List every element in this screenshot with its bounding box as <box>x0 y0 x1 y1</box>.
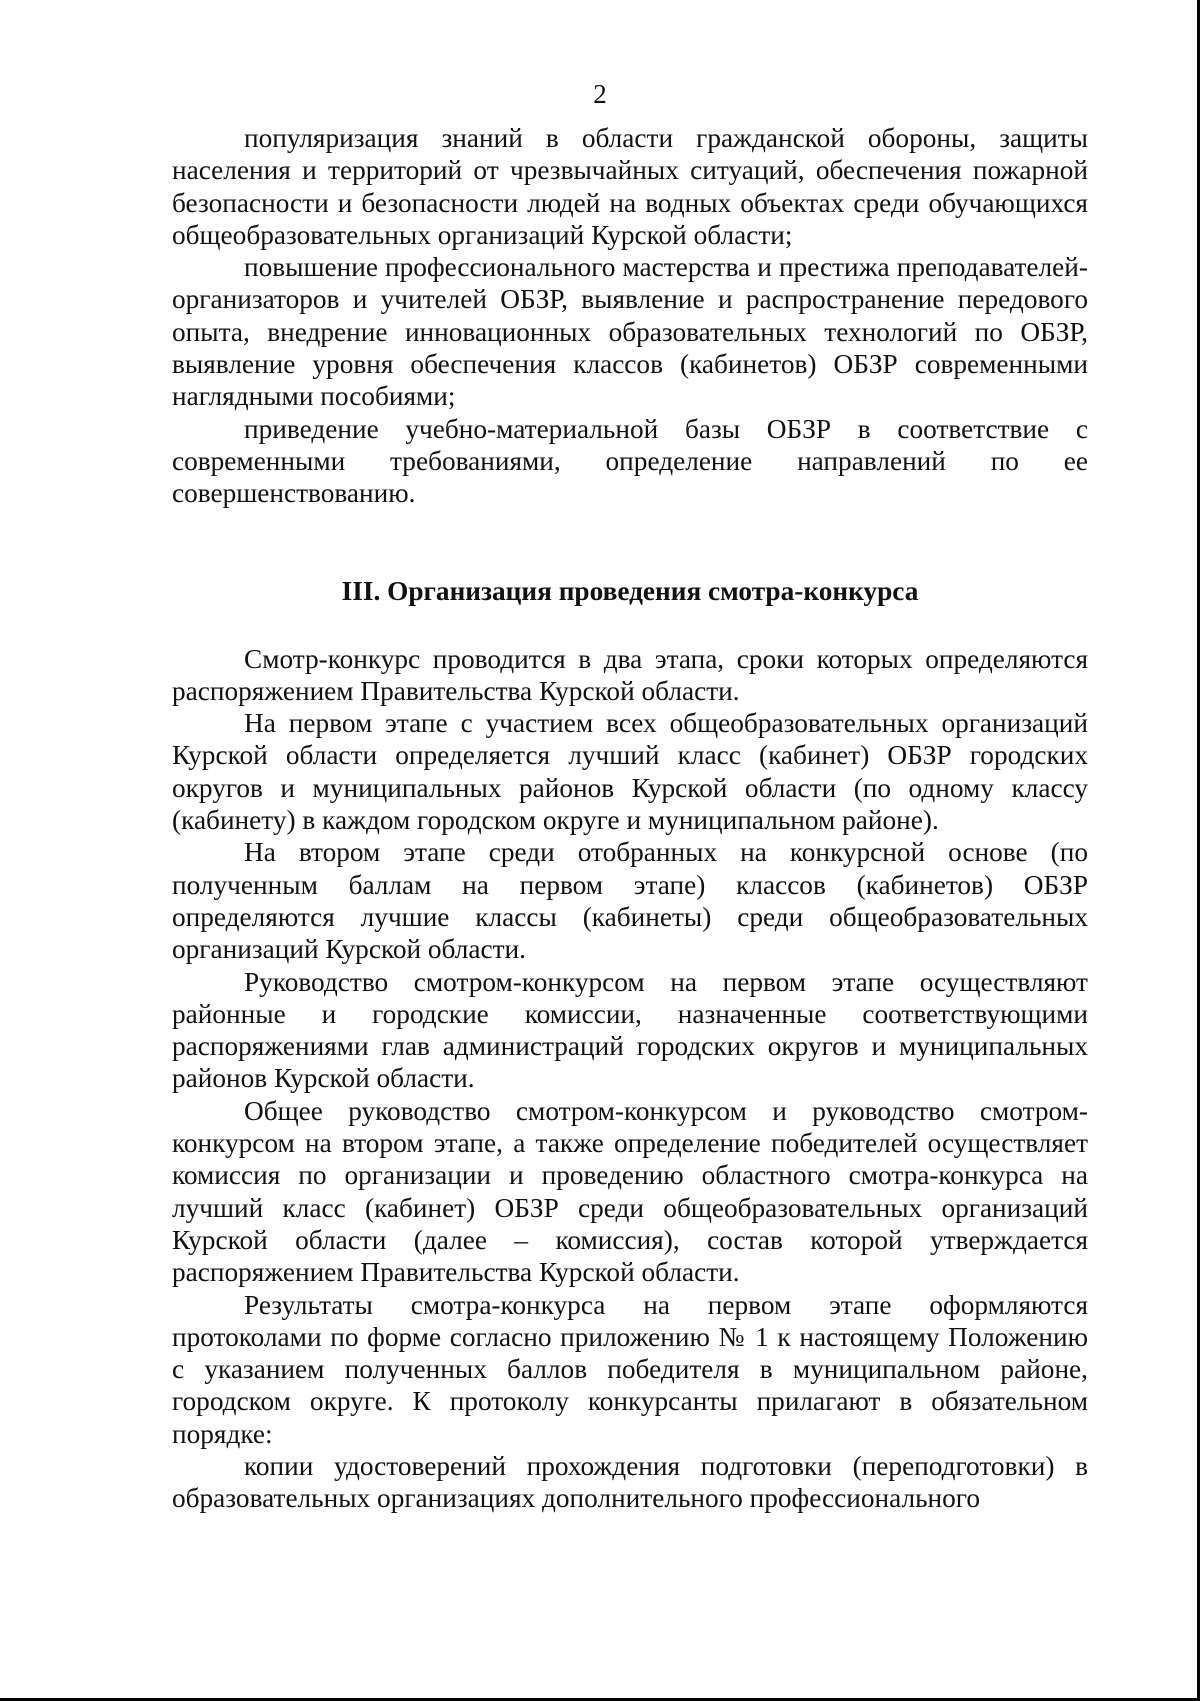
section-paragraph-2: На первом этапе с участием всех общеобразовательных организаций Курской области определяется лучший класс (кабинет) ОБЗР городских округов и муниципальных районов Курской области (по одному классу (кабинету) в каждом городском округе и муниципальном районе). <box>172 708 1088 836</box>
section-heading: III. Организация проведения смотра-конкурса <box>341 575 919 606</box>
intro-paragraph-2: повышение профессионального мастерства и престижа преподавателей-организаторов и учителей ОБЗР, выявление и распространение передового опыта, внедрение инновационных образовательных технологий по ОБЗР, выявление уровня обеспечения классов (кабинетов) ОБЗР современными наглядными пособиями; <box>172 252 1088 412</box>
section-paragraph-3: На втором этапе среди отобранных на конкурсной основе (по полученным баллам на первом этапе) классов (кабинетов) ОБЗР определяются лучшие классы (кабинеты) среди общеобразовательных организаций Курской области. <box>172 837 1088 965</box>
section-paragraph-4: Руководство смотром-конкурсом на первом этапе осуществляют районные и городские комиссии, назначенные соответствующими распоряжениями глав администраций городских округов и муниципальных районов Курской области. <box>172 966 1088 1094</box>
section-paragraph-6: Результаты смотра-конкурса на первом этапе оформляются протоколами по форме согласно приложению № 1 к настоящему Положению с указанием полученных баллов победителя в муниципальном районе, городском округе. К протоколу конкурсанты прилагают в обязательном порядке: <box>172 1289 1088 1449</box>
intro-paragraph-1: популяризация знаний в области гражданской обороны, защиты населения и территорий от чрезвычайных ситуаций, обеспечения пожарной безопасности и безопасности людей на водных объектах среди обучающихся общеобразовательных организаций Курской области; <box>172 123 1088 250</box>
section-paragraph-7: копии удостоверений прохождения подготовки (переподготовки) в образовательных организациях дополнительного профессионального <box>172 1450 1088 1514</box>
document-body <box>172 122 1088 1515</box>
page-number: 2 <box>593 79 607 109</box>
section-paragraph-5: Общее руководство смотром-конкурсом и руководство смотром-конкурсом на втором этапе, а также определение победителей осуществляет комиссия по организации и проведению областного смотра-конкурса на лучший класс (кабинет) ОБЗР среди общеобразовательных организаций Курской области (далее – комиссия), состав которой утверждается распоряжением Правительства Курской области. <box>172 1095 1088 1288</box>
intro-paragraph-3: приведение учебно-материальной базы ОБЗР в соответствие с современными требованиями, определение направлений по ее совершенствованию. <box>172 413 1088 509</box>
section-paragraph-1: Смотр-конкурс проводится в два этапа, сроки которых определяются распоряжением Правительства Курской области. <box>172 643 1088 706</box>
